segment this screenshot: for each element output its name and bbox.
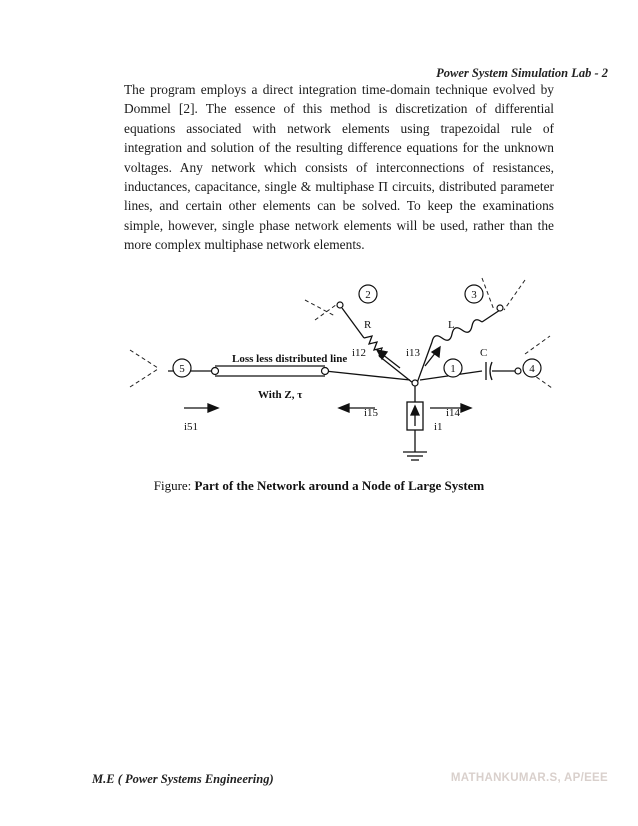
central-node bbox=[412, 380, 418, 386]
capacitor-plate-2 bbox=[490, 362, 492, 380]
label-C: C bbox=[480, 347, 488, 359]
node-1-label: 1 bbox=[450, 363, 456, 375]
wire-2-r bbox=[342, 308, 364, 338]
label-i13: i13 bbox=[406, 347, 421, 359]
body-paragraph: The program employs a direct integration time-domain technique evolved by Dommel [2]. The essence of this method is discretization of differential equations associated with network elements using trapezoidal rule of integration and solution of the resulting difference equations for the unknown voltages. Any network which consists of interconnections of resistances, inductances, capacitance, single & multiphase Π circuits, distributed parameter lines, and certain other elements can be solved. To keep the examinations simple, however, single phase network elements will be used, rather than the more complex multiphase network elements. bbox=[124, 82, 554, 253]
footer-left: M.E ( Power Systems Engineering) bbox=[92, 772, 274, 786]
caption-prefix: Figure: bbox=[153, 478, 192, 493]
dashed-lead-5b bbox=[130, 369, 158, 387]
arrow-i14-head bbox=[461, 404, 471, 412]
label-i12: i12 bbox=[352, 347, 367, 359]
label-i15: i15 bbox=[364, 407, 379, 419]
inductor-symbol bbox=[432, 320, 482, 342]
terminal-line-right bbox=[322, 368, 329, 375]
label-R: R bbox=[364, 319, 372, 331]
arrow-i12-head bbox=[377, 350, 387, 359]
figure-caption bbox=[0, 478, 638, 494]
dashed-lead-4 bbox=[525, 336, 550, 354]
terminal-2 bbox=[337, 302, 343, 308]
label-line-param: With Z, τ bbox=[258, 389, 303, 401]
node-4-label: 4 bbox=[529, 363, 535, 375]
arrow-i51-head bbox=[208, 404, 218, 412]
dashed-lead-5 bbox=[130, 350, 158, 368]
dashed-lead-2b bbox=[315, 302, 340, 320]
network-figure bbox=[120, 272, 560, 472]
terminal-4 bbox=[515, 368, 521, 374]
label-line: Loss less distributed line bbox=[232, 353, 348, 365]
label-i14: i14 bbox=[446, 407, 461, 419]
wire-line-node bbox=[325, 371, 410, 380]
terminal-line-left bbox=[212, 368, 219, 375]
wire-3-l bbox=[482, 310, 500, 322]
arrow-i15-head bbox=[339, 404, 349, 412]
footer-right: MATHANKUMAR.S, AP/EEE bbox=[450, 772, 608, 784]
node-2-label: 2 bbox=[365, 289, 371, 301]
node-5-label: 5 bbox=[179, 363, 185, 375]
label-i51: i51 bbox=[184, 421, 199, 433]
caption-text: Part of the Network around a Node of Large System bbox=[194, 478, 485, 493]
label-i1: i1 bbox=[434, 421, 443, 433]
dashed-lead-2 bbox=[305, 300, 335, 316]
dashed-lead-3b bbox=[504, 280, 525, 310]
arrow-i1-head bbox=[411, 406, 419, 415]
label-L: L bbox=[448, 319, 455, 331]
dashed-lead-3 bbox=[482, 278, 494, 310]
node-3-label: 3 bbox=[471, 289, 477, 301]
page-header: Power System Simulation Lab - 2 bbox=[436, 66, 608, 80]
network-diagram bbox=[120, 272, 560, 472]
terminal-3 bbox=[497, 305, 503, 311]
